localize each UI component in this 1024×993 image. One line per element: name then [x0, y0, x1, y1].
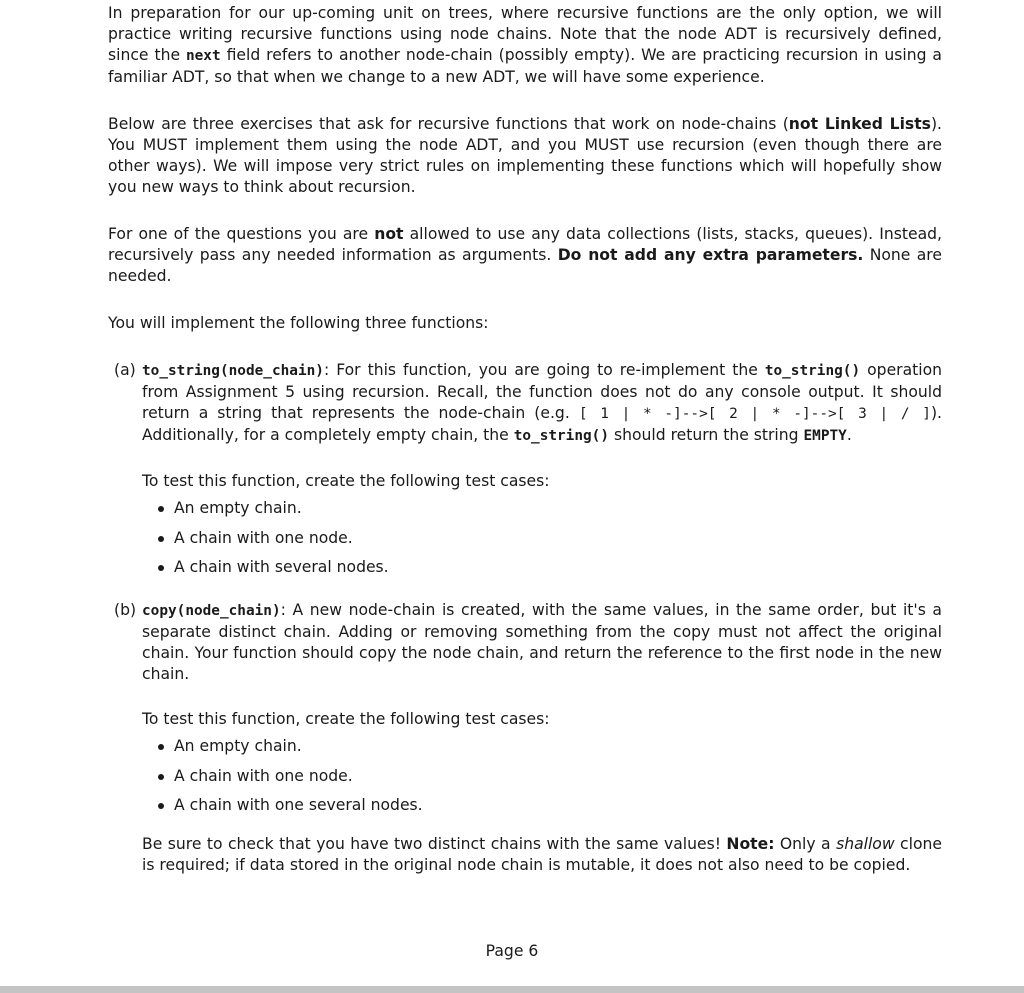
- list-item: [142, 736, 942, 757]
- list-item: [142, 766, 942, 787]
- bold-text: not Linked Lists: [788, 115, 931, 133]
- text: None are needed.: [108, 246, 942, 285]
- text: : A new node-chain is created, with the same values, in the same order, but it's a separate distinct chain. Adding or removing something from the copy must not affect the original chain. Your function should copy the node chain, and return the reference to the first node in the new chain.: [142, 601, 942, 683]
- text: Below are three exercises that ask for recursive functions that work on node-chains (: [108, 115, 789, 133]
- page-content: [108, 3, 942, 876]
- list-item-text: An empty chain.: [174, 737, 302, 755]
- bold-text: Do not add any extra parameters.: [557, 246, 864, 264]
- test-list: [142, 498, 942, 578]
- bold-text: Note:: [726, 835, 775, 853]
- text: For one of the questions you are: [108, 225, 375, 243]
- functions-intro: You will implement the following three functions:: [108, 314, 489, 332]
- exercise-a: [108, 360, 942, 578]
- rules-paragraph: [108, 224, 942, 287]
- text: field refers to another node-chain (possibly empty). We are practicing recursion in using a familiar ADT, so that when we change to a new ADT, we will have some experience.: [108, 46, 942, 86]
- text: : For this function, you are going to re-implement the: [323, 361, 765, 379]
- inline-code: next: [185, 48, 221, 64]
- function-signature: to_string(node_chain): [142, 363, 324, 379]
- bold-text: not: [374, 225, 404, 243]
- exercise-b: [108, 600, 942, 876]
- page-number: Page 6: [485, 942, 539, 960]
- list-item-text: A chain with one node.: [174, 528, 353, 547]
- exercise-b-description: [142, 600, 942, 685]
- exercises-paragraph: [108, 114, 942, 198]
- text: ). Additionally, for a completely empty chain, the: [142, 404, 942, 444]
- text: In preparation for our up-coming unit on trees, where recursive functions are the only option, we will practice writing recursive functions using node chains. Note that the node ADT is recursively defined, since the: [108, 4, 942, 64]
- list-item: [142, 528, 942, 549]
- bullet-icon: [158, 506, 164, 512]
- item-label: (a): [114, 361, 136, 379]
- list-item-text: A chain with several nodes.: [174, 558, 389, 576]
- inline-code: EMPTY: [803, 428, 847, 444]
- list-item-text: A chain with one node.: [174, 766, 353, 785]
- item-label: (b): [114, 601, 137, 619]
- text: clone is required; if data stored in the original node chain is mutable, it does not also need to be copied.: [142, 835, 942, 874]
- list-item: [142, 498, 942, 519]
- bullet-icon: [158, 744, 164, 750]
- bullet-icon: [158, 536, 164, 542]
- test-intro: To test this function, create the following test cases:: [142, 710, 550, 728]
- function-signature: copy(node_chain): [142, 603, 281, 619]
- list-item-text: A chain with one several nodes.: [174, 796, 423, 814]
- list-item-text: An empty chain.: [174, 499, 302, 517]
- bullet-icon: [158, 803, 164, 809]
- text: Be sure to check that you have two distinct chains with the same values!: [142, 835, 727, 853]
- text: should return the string: [609, 426, 804, 444]
- note-paragraph: [142, 834, 942, 876]
- page-separator: [0, 986, 1024, 993]
- test-intro: To test this function, create the following test cases:: [142, 472, 550, 490]
- text: .: [846, 426, 852, 444]
- bullet-icon: [158, 565, 164, 571]
- inline-code: to_string(): [764, 363, 861, 379]
- text: operation from Assignment 5 using recursion. Recall, the function does not do any console output. It should return a string that represents the node-chain (e.g.: [142, 361, 942, 422]
- list-item: [142, 795, 942, 816]
- text: Only a: [774, 835, 837, 853]
- list-item: [142, 557, 942, 578]
- text: ). You MUST implement them using the node ADT, and you MUST use recursion (even though there are other ways). We will impose very strict rules on implementing these functions which will hopefully show you new ways to think about recursion.: [108, 115, 942, 196]
- test-list: [142, 736, 942, 816]
- inline-code: to_string(): [513, 428, 610, 444]
- intro-paragraph: [108, 3, 942, 88]
- exercise-a-description: [142, 360, 942, 447]
- bullet-icon: [158, 774, 164, 780]
- italic-text: shallow: [836, 835, 895, 853]
- text: allowed to use any data collections (lists, stacks, queues). Instead, recursively pass any needed information as arguments.: [108, 225, 942, 264]
- inline-code: [ 1 | * -]-->[ 2 | * -]-->[ 3 | / ]: [578, 406, 931, 422]
